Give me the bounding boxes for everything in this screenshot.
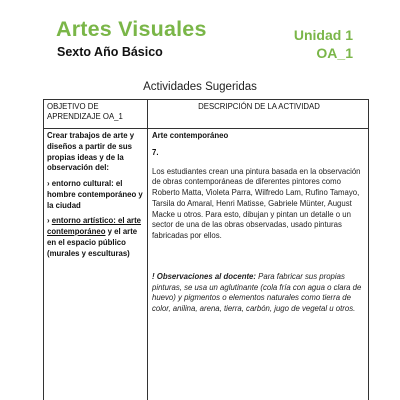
activity-cell xyxy=(152,131,364,315)
activity-heading: Arte contemporáneo xyxy=(152,131,229,140)
activity-column-header: DESCRIPCIÓN DE LA ACTIVIDAD xyxy=(198,102,320,111)
objective-code: OA_1 xyxy=(316,45,353,61)
activity-number: 7. xyxy=(152,147,159,157)
objective-item-cultural: › entorno cultural: el hombre contemporáneo y la ciudad xyxy=(47,179,143,210)
objective-item-artistic-suffix: y el arte en el espacio público (murales y esculturas) xyxy=(47,227,138,258)
document-subtitle: Sexto Año Básico xyxy=(57,45,163,59)
teacher-observations xyxy=(152,272,364,315)
unit-label: Unidad 1 xyxy=(293,27,353,43)
teacher-observations-lead: ! Observaciones al docente: xyxy=(152,271,256,281)
activities-table xyxy=(43,99,369,400)
objective-item-artistic-underlined: entorno artístico: el arte contemporáneo xyxy=(47,216,142,236)
activity-description: Los estudiantes crean una pintura basada en la observación de obras contemporáneas de diferentes pintores como Roberto Matta, Violeta Parra, Wilfredo Lam, Rufino Tamayo, Tarsila do Amaral, Henri Matisse, Gabriele Münter, August Macke u otros. Para esto, dibujan y pintan un detalle o un sector de una de las obras observadas, usado pinturas fabricadas por ellos. xyxy=(152,166,361,240)
objective-item-artistic-prefix: › xyxy=(47,216,52,226)
section-title: Actividades Sugeridas xyxy=(143,81,257,93)
document-title: Artes Visuales xyxy=(56,17,207,41)
objective-cell xyxy=(47,131,146,264)
header-row-divider xyxy=(44,128,368,129)
objective-intro: Crear trabajos de arte y diseños a partir de sus propias ideas y de la observación del: xyxy=(47,131,135,173)
objective-column-header: OBJETIVO DE APRENDIZAJE OA_1 xyxy=(47,102,123,122)
objective-item-artistic xyxy=(47,216,146,259)
page-header xyxy=(0,0,400,70)
teacher-observations-text: Para fabricar sus propias pinturas, se usa un aglutinante (cola fría con agua o clara de huevo) y pigmentos o elementos naturales como tierra de color, anilina, arena, tierra, carbón, jugo de vegetal u otros. xyxy=(152,271,362,313)
